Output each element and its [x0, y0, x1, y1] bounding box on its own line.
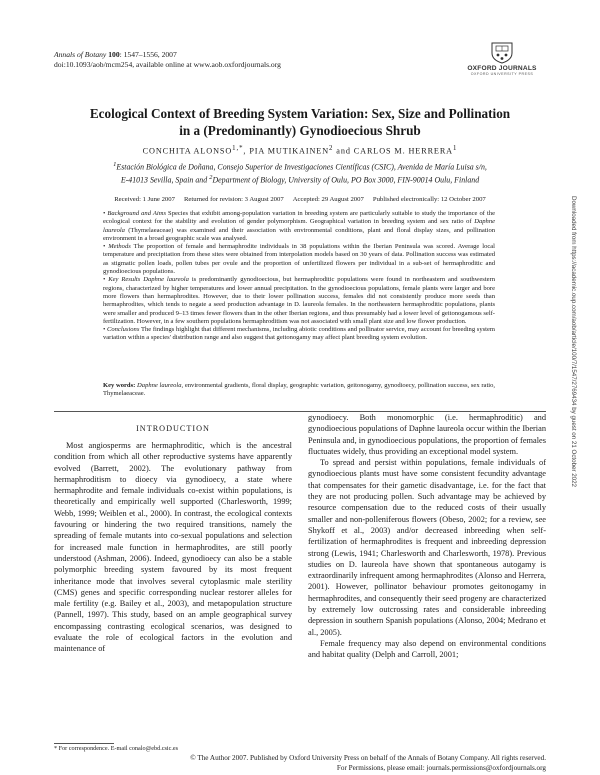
- journal-volume: 100: [108, 50, 120, 59]
- affiliation-text: Estación Biológica de Doñana, Consejo Superior de Investigaciones Científicas (CSIC), Avenida de María Luisa s/n,: [116, 162, 487, 172]
- date-accepted: Accepted: 29 August 2007: [292, 196, 364, 203]
- author-sup: 1: [453, 145, 458, 152]
- section-heading: INTRODUCTION: [136, 424, 210, 433]
- affiliation-line-2: [60, 173, 540, 186]
- abstract-lead: • Methods: [103, 243, 131, 251]
- publisher-sub: OXFORD UNIVERSITY PRESS: [470, 72, 534, 76]
- copyright-line-2: For Permissions, please email: journals.permissions@oxfordjournals.org: [336, 763, 546, 772]
- footnote: * For correspondence. E-mail conalo@ebd.csic.es: [54, 745, 179, 752]
- abstract: [103, 210, 495, 343]
- affiliation-text: E-41013 Sevilla, Spain and: [120, 175, 210, 185]
- author-name: CONCHITA ALONSO: [142, 146, 233, 156]
- affiliation-line-1: [60, 160, 540, 173]
- affiliation-sup: 1: [113, 161, 117, 168]
- affiliations: [60, 160, 540, 186]
- journal-pages: : 1547–1556, 2007: [119, 50, 177, 59]
- body-column-left: [54, 440, 292, 655]
- keywords-species: Daphne laureola: [135, 382, 182, 389]
- download-note-text[interactable]: Downloaded from https://academic.oup.com/aob/article/100/7/1547/2769434 by guest on 21 October 2022: [570, 196, 577, 488]
- keywords: [103, 382, 495, 399]
- affiliation-text: Department of Biology, University of Oulu, PO Box 3000, FIN-90014 Oulu, Finland: [212, 175, 480, 185]
- author-name: CARLOS M. HERRERA: [353, 146, 453, 156]
- author-sup: 2: [329, 145, 334, 152]
- journal-header: [54, 50, 281, 69]
- abstract-text: (Thymelaeaceae) was examined and their association with environmental conditions, plant and floral display sizes, and pollination environment in a broad geographic scale was analysed.: [103, 226, 495, 242]
- abstract-text: Species that exhibit among-population variation in breeding system are particularly suitable to study the importance of the ecological context for the stability and evolution of gender polymorphism. Geographical variation in breeding system and sex ratio of: [103, 210, 495, 226]
- author-name: PIA MUTIKAINEN: [249, 146, 330, 156]
- journal-citation: [54, 50, 281, 60]
- article-dates: [60, 196, 540, 203]
- author-separator: ,: [243, 146, 250, 156]
- journal-name: Annals of Botany: [54, 50, 107, 59]
- abstract-species: Daphne laureola: [143, 276, 189, 284]
- download-note: [570, 196, 586, 584]
- copyright: [54, 754, 546, 773]
- article-title: [70, 106, 530, 139]
- oxford-crest-icon: [489, 40, 515, 64]
- abstract-paragraph: [103, 243, 495, 276]
- body-paragraph: Female frequency may also depend on environmental conditions and habitat quality (Delph and Carroll, 2001;: [308, 638, 546, 660]
- body-paragraph: To spread and persist within populations, female individuals of gynodioecious plants must have some consistent fecundity advantage that compensates for their gametic disadvantage, i.e. for the fact that they are not producing pollen. Such advantage may be achieved by resource compensation due to the reduced costs of their usually smaller and non-polleniferous flowers (Obeso, 2002; for a review, see Shykoff et al., 2003) and/or decreased inbreeding when self-fertilization of hermaphrodites is frequent and inbreeding depression strong (Lewis, 1941; Charlesworth and Charlesworth, 1978). Previous studies on D. laureola have shown that spontaneous autogamy is extraordinarily infrequent among hermaphrodites (Alonso and Herrera, 2001). However, pollinator behaviour promotes geitonogamy in hermaphrodites, and consequently their seed progeny are characterized by extremely low outcrossing rates and considerable inbreeding depression in southern Spanish populations (Alonso, 2004; Medrano et al., 2005).: [308, 458, 546, 637]
- footnote-divider: [54, 743, 114, 744]
- keywords-text: , environmental gradients, floral display, geographic variation, geitonogamy, gynodioecy, pollination success, sex ratio, Thymelaeaceae.: [103, 382, 495, 398]
- author-list: [60, 145, 540, 156]
- date-received: Received: 1 June 2007: [114, 196, 175, 203]
- title-line-1: Ecological Context of Breeding System Variation: Sex, Size and Pollination: [89, 106, 511, 121]
- body-column-right: [308, 412, 546, 661]
- abstract-paragraph: [103, 326, 495, 343]
- abstract-paragraph: [103, 276, 495, 326]
- date-published: Published electronically: 12 October 2007: [372, 196, 486, 203]
- abstract-lead: • Background and Aims: [103, 210, 166, 217]
- copyright-line-1: © The Author 2007. Published by Oxford University Press on behalf of the Annals of Botany Company. All rights reserved.: [190, 754, 546, 762]
- author-sup: 1,*: [232, 145, 244, 152]
- publisher-logo: [456, 40, 548, 76]
- abstract-paragraph: [103, 210, 495, 243]
- body-paragraph: gynodioecy. Both monomorphic (i.e. hermaphroditic) and gynodioecious populations of Daphne laureola occur within the Iberian Peninsula and, in gynodioecious populations, the proportion of females fluctuates widely, thus providing an exceptional model system.: [308, 413, 546, 456]
- publisher-brand: OXFORD JOURNALS: [467, 65, 537, 72]
- title-line-2: in a (Predominantly) Gynodioecious Shrub: [179, 122, 421, 138]
- affiliation-sup: 2: [209, 174, 213, 182]
- author-separator: and: [333, 146, 354, 156]
- abstract-text: is predominantly gynodioecious, but hermaphroditic populations were found in northeastern and southwestern regions, characterized by higher temperatures and lower annual precipitation. In the gynodioecious populations, female plants were larger and bore more flowers than hermaphrodites. However, due to their lower pollination success, females did not consistently produce more seeds than hermaphrodites, which tends to negate a seed production advantage in D. laureola females. In the northeastern hermaphroditic populations, plants were smaller and produced 9–13 times fewer flowers than in the other Iberian regions, and thus presumably had a lower level of geitonogamous self-fertilization. However, in a few southern populations hermaphroditism was not associated with small plant size and low flower production.: [103, 276, 496, 325]
- keywords-label: Key words:: [103, 382, 136, 389]
- body-paragraph: Most angiosperms are hermaphroditic, which is the ancestral condition from which all other reproductive systems have apparently evolved (Barrett, 2002). The evolutionary pathway from hermaphroditism to dioecy via gynodioecy, a state where hermaphrodite and female individuals co-exist within populations, is theoretically and empirically well supported (Charlesworth, 1999; Webb, 1999; Weiblen et al., 2000). In contrast, the ecological contexts favouring or hindering the two required transitions, namely the spreading of female mutants into co-sexual populations and selection for increased male function in hermaphrodites, are still poorly understood (Ashman, 2006). Indeed, gynodioecy can also be a stable polymorphic breeding system favoured by its most frequent inheritance mode that involves several cytoplasmic male sterility (CMS) genes and specific corresponding nuclear restorer alleles for male fertility (e.g. Bailey et al., 2003), and metapopulation structure (Pannell, 1997). This study, based on an ample geographical survey encompassing contrasting ecological scenarios, was designed to evaluate the role of ecological factors in the evolution and maintenance of: [54, 441, 292, 654]
- abstract-lead: • Conclusions: [103, 326, 140, 334]
- abstract-text: The proportion of female and hermaphrodite individuals in 38 populations within the Iberian Peninsula was scored. Average local temperature and precipitation from these sites were obtained from interpolation models based on 30 years of data. Pollination success was estimated as stigmatic pollen loads, pollen tubes per ovule and the proportion of unfertilized flowers per individual in a sub-set of hermaphroditic and gynodioecious populations.: [103, 243, 495, 276]
- abstract-text: The findings highlight that different mechanisms, including abiotic conditions and pollinator service, may account for breeding system variation within a species' distribution range and also suggest that geitonogamy may affect plant breeding system evolution.: [103, 326, 495, 342]
- abstract-species: Daphne laureola: [103, 218, 495, 234]
- journal-doi[interactable]: doi:10.1093/aob/mcm254, available online at www.aob.oxfordjournals.org: [54, 59, 281, 69]
- abstract-lead: • Key Results: [103, 276, 141, 284]
- date-returned: Returned for revision: 3 August 2007: [183, 196, 284, 203]
